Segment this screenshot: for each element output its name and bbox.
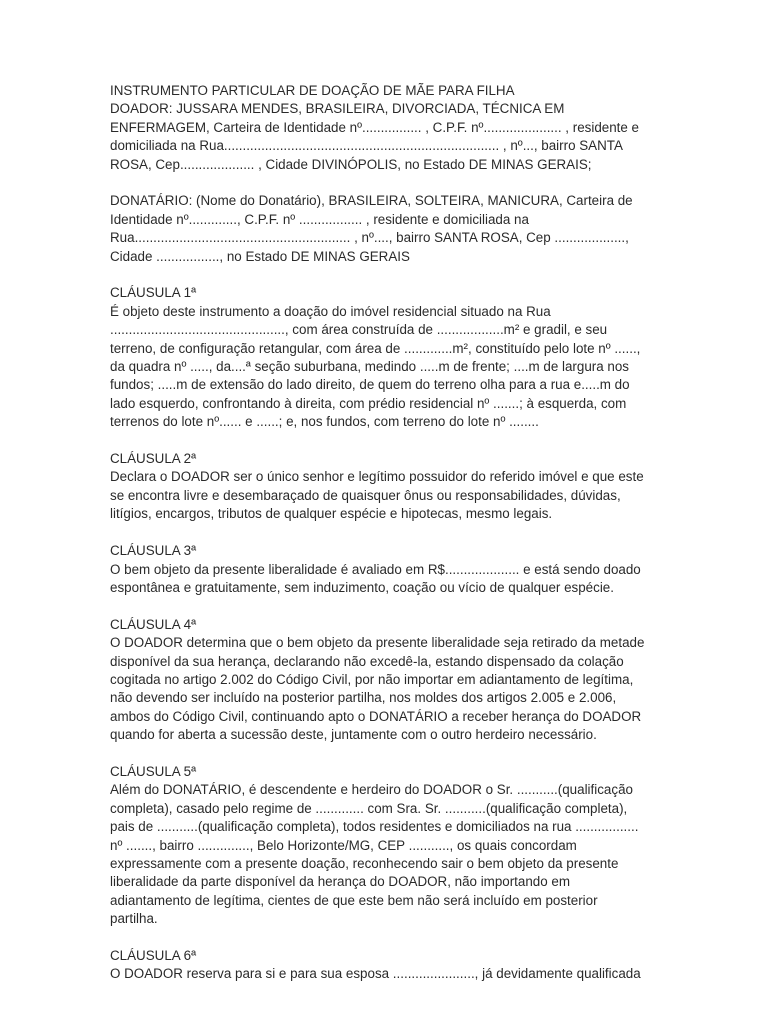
clausula-title: CLÁUSULA 5ª [110,763,197,779]
clausula-line: expressamente com a presente doação, reconhecendo sair o bem objeto da presente [110,855,619,871]
clausula-line: terreno, de configuração retangular, com área de .............m², constituído pelo lote nº ......, [110,340,641,356]
clausula-title: CLÁUSULA 4ª [110,616,197,632]
donatario-line: Rua.......................................................... , nº...., bairro SANTA ROSA, Cep ..................., [110,230,629,246]
clausula-line: espontânea e gratuitamente, sem induzimento, coação ou vício de qualquer espécie. [110,579,614,595]
clausula-line: disponível da sua herança, declarando não excedê-la, estando dispensado da colação [110,653,624,669]
clausula-2 [110,450,658,524]
clausula-line: liberalidade da parte disponível da herança do DOADOR, não importando em [110,874,571,890]
clausula-1 [110,284,658,431]
clausula-line: não devendo ser incluído na posterior partilha, nos moldes dos artigos 2.005 e 2.006, [110,690,617,706]
clausula-line: lado esquerdo, confrontando à direita, com prédio residencial nº .......; à esquerda, com [110,395,627,411]
clausula-4 [110,616,658,745]
header-line: ROSA, Cep.................... , Cidade DIVINÓPOLIS, no Estado DE MINAS GERAIS; [110,156,592,172]
clausula-title: CLÁUSULA 1ª [110,285,197,301]
donatario-block [110,192,658,266]
header-line: DOADOR: JUSSARA MENDES, BRASILEIRA, DIVORCIADA, TÉCNICA EM [110,101,565,117]
clausula-line: se encontra livre e desembaraçado de quaisquer ônus ou responsabilidades, dúvidas, [110,487,621,503]
clausula-line: fundos; .....m de extensão do lado direito, de quem do terreno olha para a rua e.....m do [110,377,630,393]
clausula-line: adiantamento de legítima, cientes de que este bem não será incluído em posterior [110,892,598,908]
clausula-title: CLÁUSULA 3ª [110,543,197,559]
header-line: domiciliada na Rua.......................................................................... , nº..., bairro SANTA [110,138,623,154]
clausula-line: ambos do Código Civil, continuando apto o DONATÁRIO a receber herança do DOADOR [110,708,642,724]
header-line: ENFERMAGEM, Carteira de Identidade nº................ , C.P.F. nº..................... , residente e [110,119,639,135]
clausula-line: partilha. [110,911,158,927]
clausula-6 [110,947,658,984]
clausula-line: É objeto deste instrumento a doação do imóvel residencial situado na Rua [110,303,551,319]
clausula-line: ..............................................., com área construída de ..................m² e gradil, e seu [110,322,608,338]
clausula-line: cogitada no artigo 2.002 do Código Civil, por não importar em adiantamento de legítima, [110,671,634,687]
header-block [110,82,658,174]
donatario-line: Identidade nº............., C.P.F. nº ................. , residente e domiciliada na [110,211,529,227]
clausula-line: pais de ...........(qualificação completa), todos residentes e domiciliados na rua ................. [110,819,639,835]
clausula-line: Declara o DOADOR ser o único senhor e legítimo possuidor do referido imóvel e que este [110,469,644,485]
document-title: INSTRUMENTO PARTICULAR DE DOAÇÃO DE MÃE PARA FILHA [110,83,515,98]
clausula-line: O bem objeto da presente liberalidade é avaliado em R$.................... e está sendo doado [110,561,641,577]
donatario-line: DONATÁRIO: (Nome do Donatário), BRASILEIRA, SOLTEIRA, MANICURA, Carteira de [110,193,633,209]
clausula-3 [110,542,658,597]
clausula-line: litígios, encargos, tributos de qualquer espécie e hipotecas, mesmo legais. [110,506,553,522]
clausula-line: quando for aberta a sucessão deste, juntamente com o outro herdeiro necessário. [110,727,597,743]
clausula-title: CLÁUSULA 6ª [110,947,197,963]
clausula-line: O DOADOR determina que o bem objeto da presente liberalidade seja retirado da metade [110,635,645,651]
clausula-5 [110,763,658,929]
clausula-line: da quadra nº ....., da....ª seção suburbana, medindo .....m de frente; ....m de largura nos [110,359,629,375]
donatario-line: Cidade ................., no Estado DE MINAS GERAIS [110,248,410,264]
clausula-line: terrenos do lote nº...... e ......; e, nos fundos, com terreno do lote nº ........ [110,414,539,430]
clausula-line: Além do DONATÁRIO, é descendente e herdeiro do DOADOR o Sr. ...........(qualificação [110,782,633,798]
clausula-title: CLÁUSULA 2ª [110,451,197,467]
clausula-line: O DOADOR reserva para si e para sua esposa ......................, já devidamente qualificada [110,966,641,982]
clausula-line: nº ......., bairro .............., Belo Horizonte/MG, CEP ..........., os quais concordam [110,837,577,853]
document-page [110,82,658,1002]
clausula-line: completa), casado pelo regime de ............. com Sra. Sr. ...........(qualificação completa), [110,800,628,816]
